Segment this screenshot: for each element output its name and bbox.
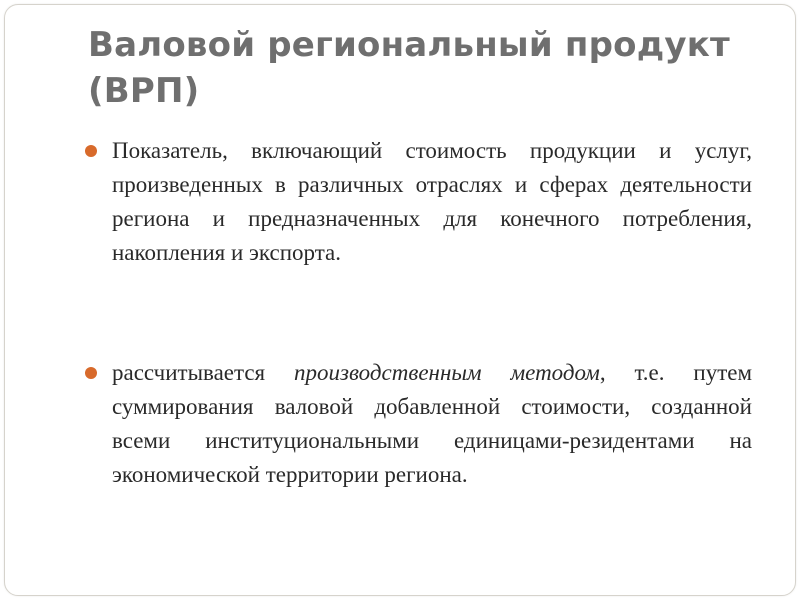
bullet-dot-icon — [85, 145, 97, 157]
bullet-list-definition — [80, 134, 752, 270]
slide-title-line-1: Валовой региональный продукт — [88, 25, 730, 65]
bullet-text-method-emphasis: производственным методом — [294, 360, 600, 385]
bullet-text-method-start: рассчитывается — [112, 360, 295, 385]
bullet-text-definition: Показатель, включающий стоимость продукции и услуг, произведенных в различных отраслях и сферах деятельности региона и предназначенных для конечного потребления, накопления и экспорта. — [112, 138, 752, 265]
bullet-item-definition — [80, 134, 752, 270]
bullet-text-method-end: , т.е. путем суммирования валовой добавленной стоимости, созданной всеми институциональными единицами-резидентами на экономической территории региона. — [112, 360, 753, 487]
slide-title — [88, 22, 768, 114]
bullet-dot-icon — [85, 367, 97, 379]
bullet-item-method — [80, 356, 752, 492]
bullet-list-method — [80, 356, 752, 492]
slide-title-line-2: (ВРП) — [88, 71, 200, 111]
